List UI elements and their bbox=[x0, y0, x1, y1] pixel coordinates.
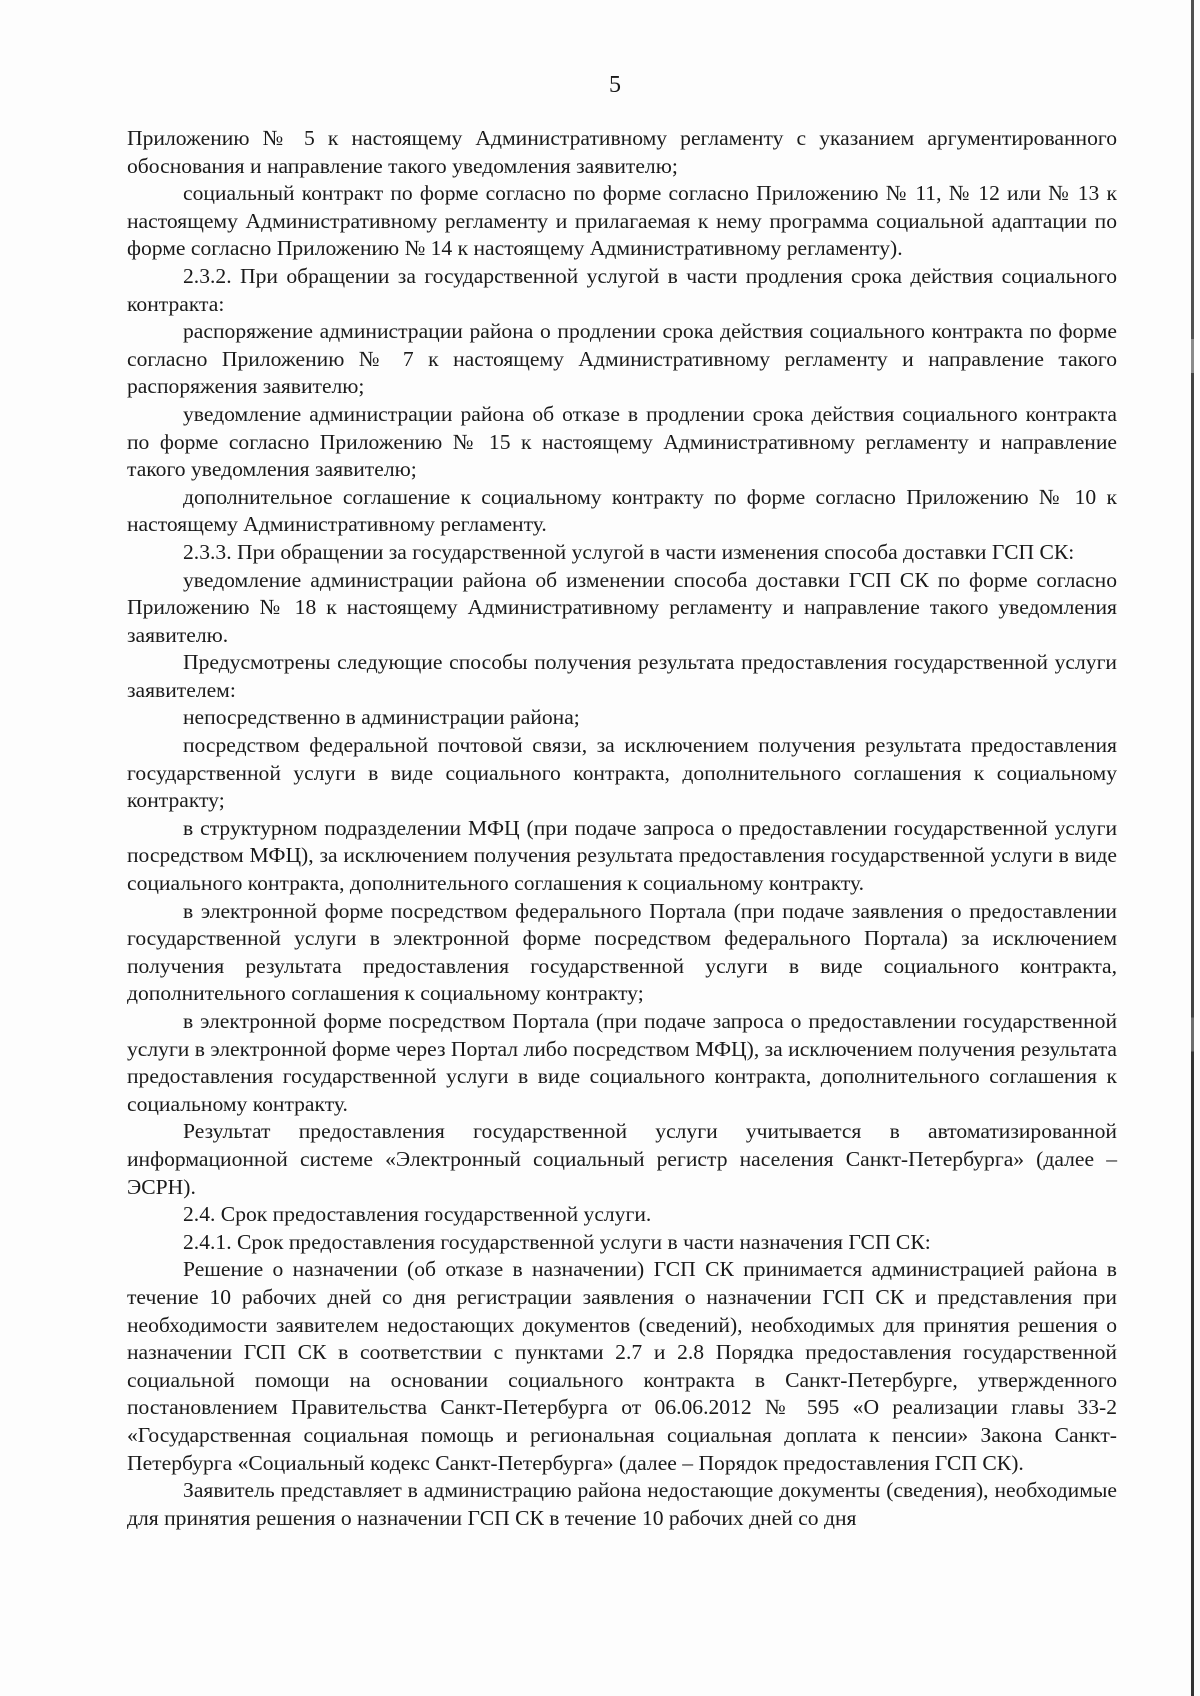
paragraph: непосредственно в администрации района; bbox=[183, 705, 580, 730]
paragraph: 2.4. Срок предоставления государственной услуги. bbox=[183, 1202, 652, 1227]
document-body bbox=[127, 125, 1117, 1532]
scan-edge bbox=[1191, 0, 1194, 1696]
paragraph: уведомление администрации района об отказе в продлении срока действия социального контракта по форме согласно Приложению № 15 к настоящему Административному регламенту и направление такого уведомления заявителю; bbox=[127, 401, 1117, 482]
paragraph: посредством федеральной почтовой связи, за исключением получения результата предоставления государственной услуги в виде социального контракта, дополнительного соглашения к социальному контракту; bbox=[127, 733, 1117, 813]
paragraph: в электронной форме посредством Портала (при подаче запроса о предоставлении государственной услуги в электронной форме через Портал либо посредством МФЦ), за исключением получения результата предоставления государственной услуги в виде социального контракта, дополнительного соглашения к социальному контракту. bbox=[127, 1009, 1117, 1116]
paragraph: дополнительное соглашение к социальному контракту по форме согласно Приложению № 10 к настоящему Административному регламенту. bbox=[127, 484, 1117, 537]
paragraph: социальный контракт по форме согласно по форме согласно Приложению № 11, № 12 или № 13 к настоящему Административному регламенту и прилагаемая к нему программа социальной адаптации по форме согласно Приложению № 14 к настоящему Административному регламенту). bbox=[127, 181, 1117, 261]
paragraph: в электронной форме посредством федерального Портала (при подаче заявления о предоставлении государственной услуги в электронной форме посредством федерального Портала) за исключением получения результата предоставления государственной услуги в виде социального контракта, дополнительного соглашения к социальному контракту; bbox=[127, 898, 1117, 1006]
paragraph: в структурном подразделении МФЦ (при подаче запроса о предоставлении государственной услуги посредством МФЦ), за исключением получения результата предоставления государственной услуги в виде социального контракта, дополнительного соглашения к социальному контракту. bbox=[127, 815, 1117, 896]
paragraph: распоряжение администрации района о продлении срока действия социального контракта по форме согласно Приложению № 7 к настоящему Административному регламенту и направление такого распоряжения заявителю; bbox=[127, 319, 1117, 399]
paragraph: Результат предоставления государственной услуги учитывается в автоматизированной информационной системе «Электронный социальный регистр населения Санкт-Петербурга» (далее – ЭСРН). bbox=[127, 1119, 1117, 1199]
page-number: 5 bbox=[609, 72, 621, 98]
paragraph: 2.3.3. При обращении за государственной услугой в части изменения способа доставки ГСП СК: bbox=[183, 539, 1075, 564]
paragraph: 2.4.1. Срок предоставления государственной услуги в части назначения ГСП СК: bbox=[183, 1229, 931, 1254]
paragraph: Заявитель представляет в администрацию района недостающие документы (сведения), необходимые для принятия решения о назначении ГСП СК в течение 10 рабочих дней со дня bbox=[127, 1478, 1117, 1530]
paragraph: уведомление администрации района об изменении способа доставки ГСП СК по форме согласно Приложению № 18 к настоящему Административному регламенту и направление такого уведомления заявителю. bbox=[127, 567, 1117, 647]
paragraph: Приложению № 5 к настоящему Административному регламенту с указанием аргументированного обоснования и направление такого уведомления заявителю; bbox=[127, 126, 1117, 178]
paragraph: Предусмотрены следующие способы получения результата предоставления государственной услуги заявителем: bbox=[127, 650, 1117, 702]
paragraph: 2.3.2. При обращении за государственной услугой в части продления срока действия социального контракта: bbox=[127, 263, 1117, 316]
paragraph: Решение о назначении (об отказе в назначении) ГСП СК принимается администрацией района в течение 10 рабочих дней со дня регистрации заявления о назначении ГСП СК и представления при необходимости заявителем недостающих документов (сведений), необходимых для принятия решения о назначении ГСП СК в соответствии с пунктами 2.7 и 2.8 Порядка предоставления государственной социальной помощи на основании социального контракта в Санкт-Петербурге, утвержденного постановлением Правительства Санкт-Петербурга от 06.06.2012 № 595 «О реализации главы 33-2 «Государственная социальная помощь и региональная социальная доплата к пенсии» Закона Санкт-Петербурга «Социальный кодекс Санкт-Петербурга» (далее – Порядок предоставления ГСП СК). bbox=[127, 1257, 1117, 1475]
